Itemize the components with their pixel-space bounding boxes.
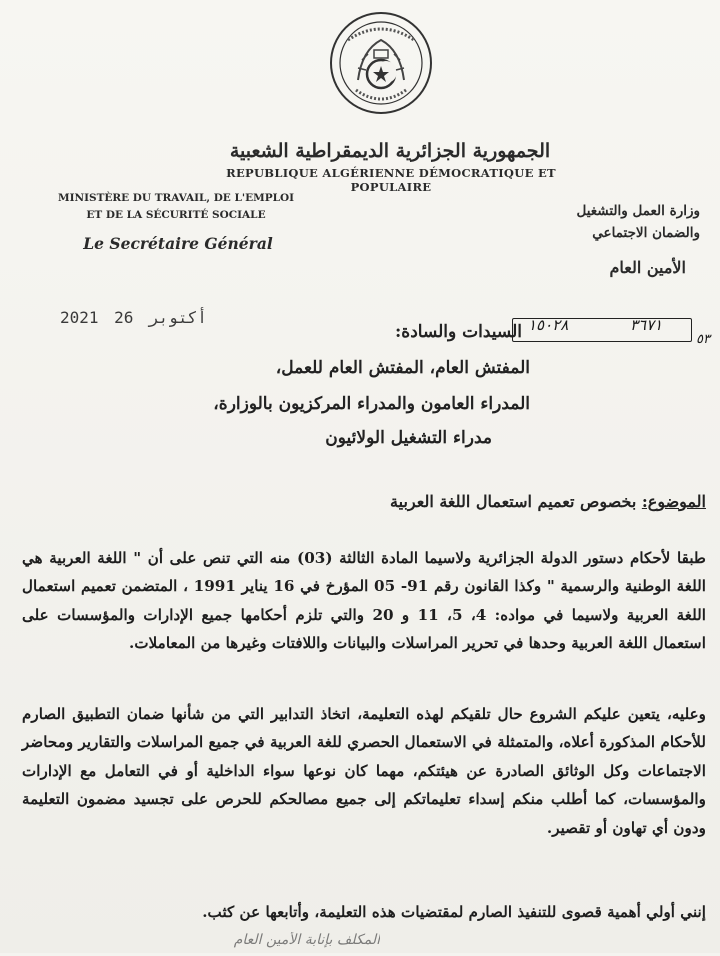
reference-part3: ٥٣	[696, 332, 710, 347]
body-paragraph: طبقا لأحكام دستور الدولة الجزائرية ولاسيما المادة الثالثة (03) منه التي تنص على أن " اللغة العربية هي اللغة الوطنية والرسمية " وكذا القانون رقم 91- 05 المؤرخ في 16 يناير 1991 ، المتضمن تعميم استعمال اللغة العربية ولاسيما في مواده: 4، 5، 11 و 20 والتي تلزم أحكامها جميع الإدارات والمؤسسات على استعمال اللغة العربية وحدها في تحرير المراسلات والبيانات واللافتات وغيرها من المعاملات.	[22, 549, 706, 653]
subject-line	[300, 492, 706, 511]
signature-partial: المكلف بإنابة الأمين العام	[233, 932, 380, 948]
recipient-line: السيدات والسادة:	[395, 322, 522, 342]
subject-label: الموضوع:	[641, 492, 706, 511]
subject-text: بخصوص تعميم استعمال اللغة العربية	[390, 492, 637, 511]
ministry-fr-line1: MINISTÈRE DU TRAVAIL, DE L'EMPLOI	[57, 192, 295, 204]
date-day: 26	[114, 308, 134, 327]
secretary-general-arabic: الأمين العام	[609, 258, 686, 277]
ministry-fr-line2: ET DE LA SÉCURITÉ SOCIALE	[86, 209, 266, 221]
recipient-line: المفتش العام، المفتش العام للعمل،	[275, 358, 530, 378]
recipient-line: المدراء العامون والمدراء المركزيون بالوزارة،	[213, 394, 530, 414]
body-paragraph: وعليه، يتعين عليكم الشروع حال تلقيكم لهذه التعليمة، اتخاذ التدابير التي من شأنها ضمان التطبيق الصارم للأحكام المذكورة أعلاه، والمتمثلة في الاستعمال الحصري للغة العربية في جميع المراسلات والتقارير ومحاضر الاجتماعات وكل الوثائق الصادرة عن هيئتكم، مهما كان نوعها سواء الداخلية أو في التعامل مع الإدارات والمؤسسات، كما أطلب منكم إسداء تعليماتكم إلى جميع مصالحكم للحرص على تجسيد مضمون التعليمة ودون أي تهاون أو تقصير.	[22, 705, 706, 837]
body-paragraph: إنني أولي أهمية قصوى للتنفيذ الصارم لمقتضيات هذه التعليمة، وأتابعها عن كثب.	[202, 903, 706, 921]
ministry-ar-line2: والضمان الاجتماعي	[592, 225, 700, 241]
recipient-line: مدراء التشغيل الولائيون	[325, 428, 492, 448]
ministry-ar-line1: وزارة العمل والتشغيل	[576, 203, 700, 219]
reference-part1: ١٥٠٢٨	[528, 316, 569, 334]
date-year: 2021	[60, 308, 99, 327]
republic-name-french: REPUBLIQUE ALGÉRIENNE DÉMOCRATIQUE ET POPULAIRE	[226, 166, 556, 194]
ministry-name-arabic	[500, 200, 700, 244]
date-month: أكتوبر	[149, 308, 207, 327]
document-date	[60, 308, 207, 327]
national-emblem-seal-icon	[328, 10, 434, 116]
secretary-general-french: Le Secrétaire Général	[83, 234, 273, 253]
reference-part2: ٣٦٧١	[630, 316, 663, 334]
republic-name-arabic: الجمهورية الجزائرية الديمقراطية الشعبية	[229, 140, 551, 162]
ministry-name-french	[56, 190, 296, 224]
